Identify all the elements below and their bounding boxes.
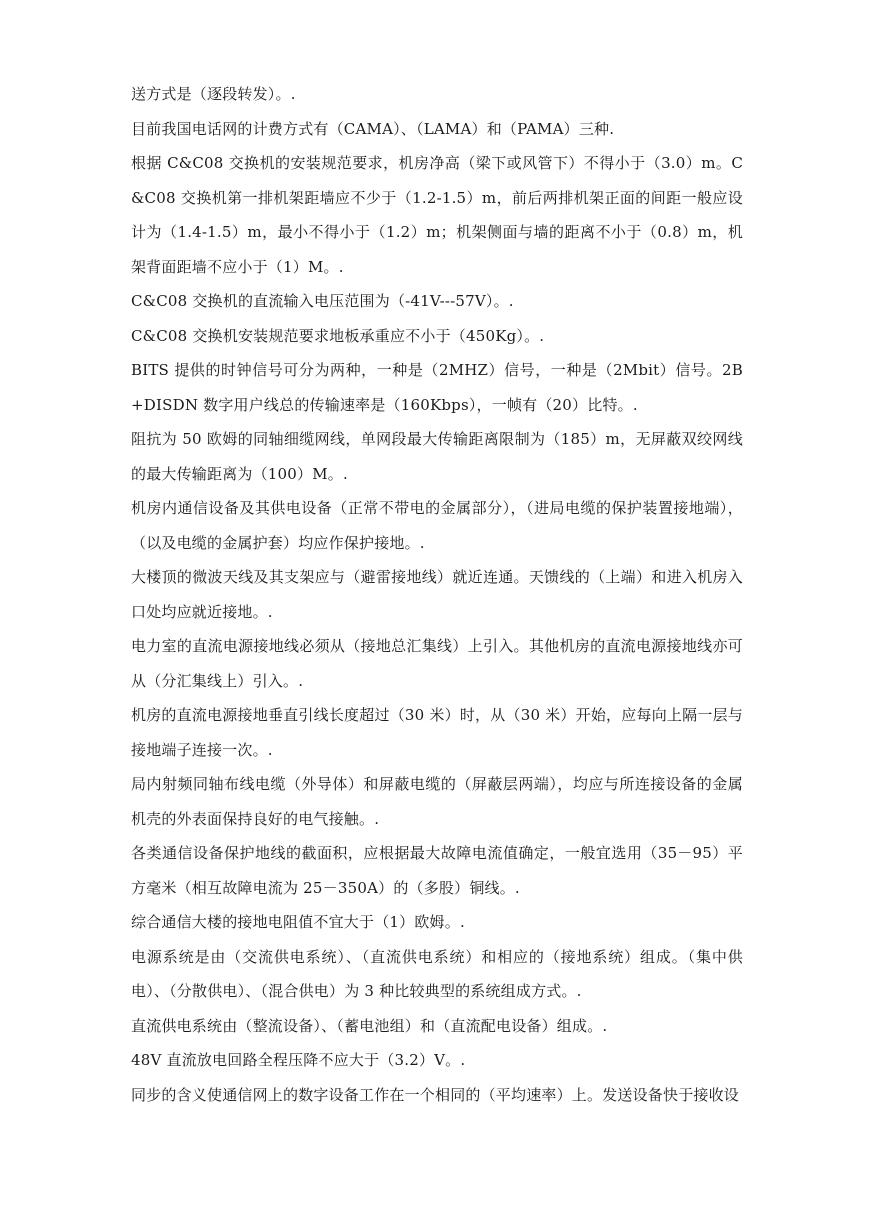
paragraph-synchronization: 同步的含义使通信网上的数字设备工作在一个相同的（平均速率）上。发送设备快于接收设: [131, 1085, 740, 1104]
paragraph-transfer-mode: 送方式是（逐段转发）。.: [131, 85, 296, 103]
paragraph-microwave-antenna: 大楼顶的微波天线及其支架应与（避雷接地线）就近连通。天馈线的（上端）和进入机房入口处均应就近接地。.: [131, 568, 743, 621]
paragraph-power-system: 电源系统是由（交流供电系统）、（直流供电系统）和相应的（接地系统）组成。（集中供电）、（分散供电）、（混合供电）为 3 种比较典型的系统组成方式。.: [131, 947, 743, 1000]
paragraph-ground-resistance: 综合通信大楼的接地电阻值不宜大于（1）欧姆。.: [131, 913, 465, 931]
paragraph-floor-load: C&C08 交换机安装规范要求地板承重应不小于（450Kg）。.: [131, 326, 545, 345]
paragraph-rf-cable: 局内射频同轴布线电缆（外导体）和屏蔽电缆的（屏蔽层两端），均应与所连接设备的金属机壳的外表面保持良好的电气接触。.: [131, 775, 743, 828]
paragraph-dc-voltage: C&C08 交换机的直流输入电压范围为（-41V---57V）。.: [131, 292, 514, 310]
paragraph-dc-supply: 直流供电系统由（整流设备）、（蓄电池组）和（直流配电设备）组成。.: [131, 1016, 608, 1035]
paragraph-room-installation: 根据 C&C08 交换机的安装规范要求，机房净高（梁下或风管下）不得小于（3.0）m。C&C08 交换机第一排机架距墙应不少于（1.2-1.5）m，前后两排机架正面的间距一般应设计为（1.4-1.5）m，最小不得小于（1.2）m；机架侧面与墙的距离不小于（0.8）m，机架背面距墙不应小于（1）M。.: [131, 154, 743, 276]
paragraph-bits-clock: BITS 提供的时钟信号可分为两种，一种是（2MHZ）信号，一种是（2Mbit）信号。2B+DISDN 数字用户线总的传输速率是（160Kbps），一帧有（20）比特。.: [131, 361, 743, 414]
paragraph-protective-grounding: 机房内通信设备及其供电设备（正常不带电的金属部分），（进局电缆的保护装置接地端），（以及电缆的金属护套）均应作保护接地。.: [131, 499, 743, 552]
paragraph-ground-wire-section: 各类通信设备保护地线的截面积，应根据最大故障电流值确定，一般宜选用（35－95）平方毫米（相互故障电流为 25－350A）的（多股）铜线。.: [131, 844, 743, 897]
paragraph-vertical-ground: 机房的直流电源接地垂直引线长度超过（30 米）时，从（30 米）开始，应每向上隔一层与接地端子连接一次。.: [131, 706, 743, 759]
paragraph-voltage-drop: 48V 直流放电回路全程压降不应大于（3.2）V。.: [131, 1051, 466, 1069]
paragraph-billing-methods: 目前我国电话网的计费方式有（CAMA）、（LAMA）和（PAMA）三种.: [131, 119, 615, 138]
document-body: [131, 77, 743, 1112]
paragraph-coax-distance: 阻抗为 50 欧姆的同轴细缆网线，单网段最大传输距离限制为（185）m，无屏蔽双绞网线的最大传输距离为（100）M。.: [131, 430, 743, 483]
paragraph-power-room-ground: 电力室的直流电源接地线必须从（接地总汇集线）上引入。其他机房的直流电源接地线亦可从（分汇集线上）引入。.: [131, 637, 743, 690]
